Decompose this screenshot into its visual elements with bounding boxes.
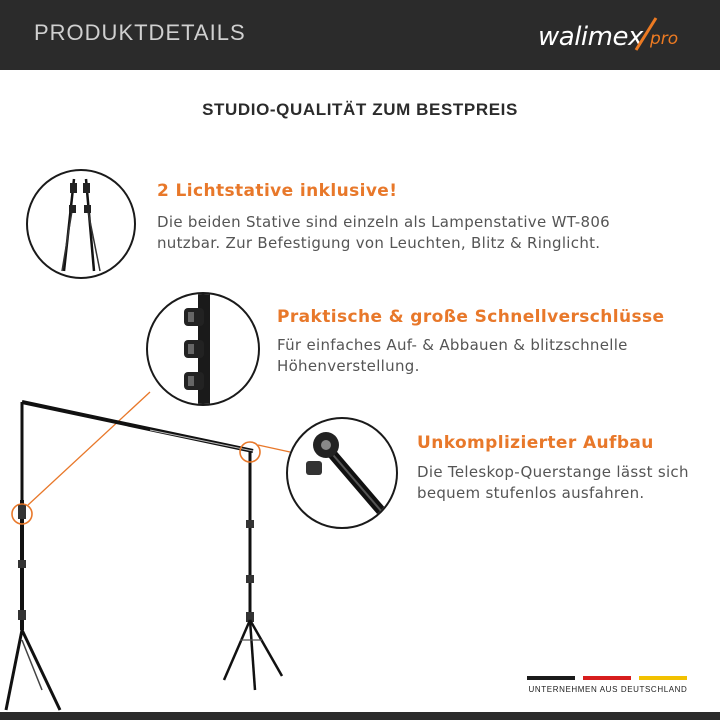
main-heading: STUDIO-QUALITÄT ZUM BESTPREIS (202, 100, 518, 119)
crossbar-thumbnail (286, 417, 398, 529)
company-origin-badge: UNTERNEHMEN AUS DEUTSCHLAND (528, 685, 688, 694)
feature-title-setup: Unkomplizierter Aufbau (417, 433, 654, 453)
feature-title-quick-release: Praktische & große Schnellverschlüsse (277, 307, 665, 327)
light-stand-pair-icon (28, 171, 134, 277)
flag-stripe-red (583, 676, 631, 680)
page-title: PRODUKTDETAILS (34, 20, 246, 45)
feature-title-light-stands: 2 Lichtstative inklusive! (157, 181, 398, 201)
quick-release-thumbnail (146, 292, 260, 406)
light-stands-thumbnail (26, 169, 136, 279)
logo-pro-mark: pro (650, 29, 679, 49)
feature-text-setup: Die Teleskop-Querstange lässt sich bequem stufenlos ausfahren. (417, 463, 689, 502)
logo-wordmark: walimex (538, 22, 643, 52)
feature-text-light-stands: Die beiden Stative sind einzeln als Lampenstative WT-806 nutzbar. Zur Befestigung von Leuchten, Blitz & Ringlicht. (157, 213, 611, 252)
feature-text-quick-release: Für einfaches Auf- & Abbauen & blitzschnelle Höhenverstellung. (277, 336, 628, 375)
crossbar-joint-icon (288, 419, 396, 527)
flag-stripe-gold (639, 676, 687, 680)
quick-release-clamp-icon (148, 294, 258, 404)
flag-stripe-black (527, 676, 575, 680)
germany-flag-icon (527, 676, 689, 680)
footer-bar (0, 712, 720, 720)
